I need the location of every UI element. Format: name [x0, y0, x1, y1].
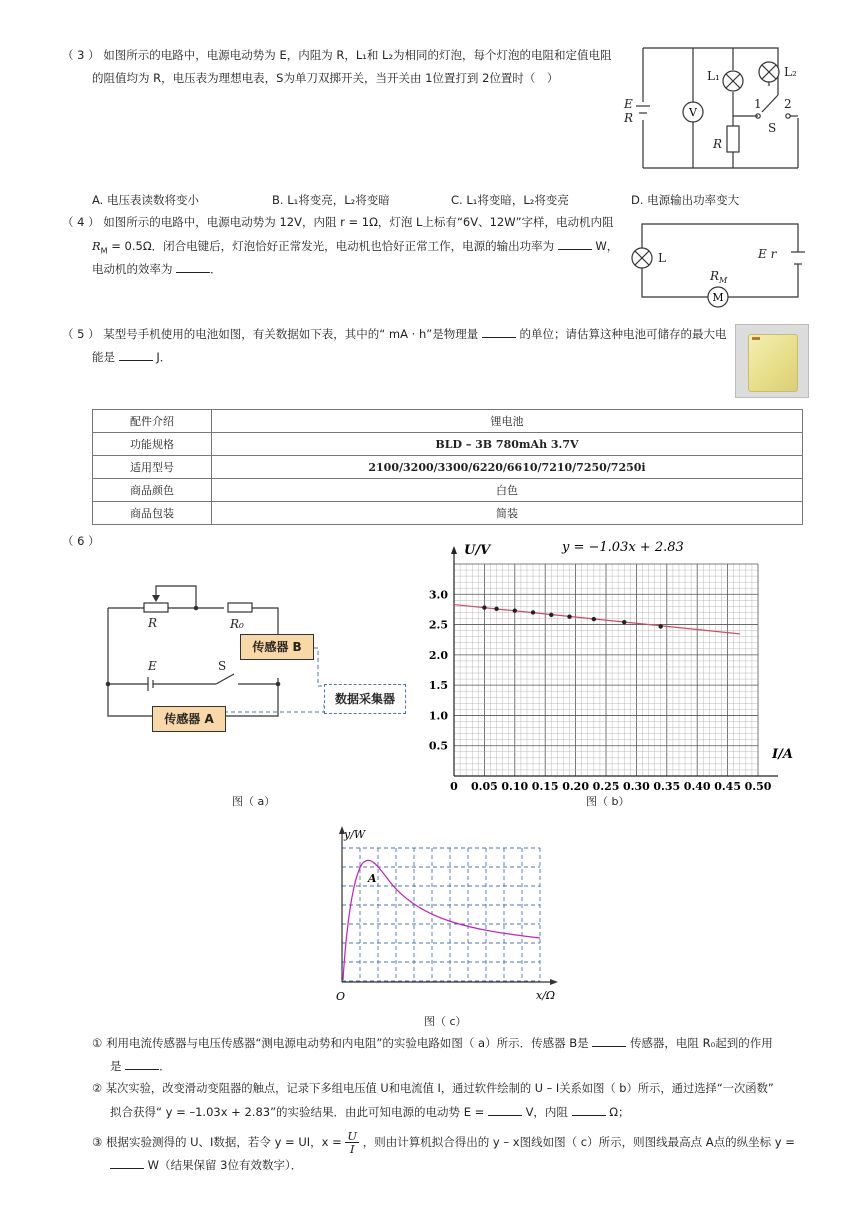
- data-point: [482, 605, 486, 609]
- svg-text:V: V: [689, 106, 697, 119]
- sensor-A-box: 传感器 A: [152, 706, 226, 732]
- fig-a-label-R0: R₀: [230, 617, 244, 631]
- q4-circuit: [630, 218, 810, 308]
- lamp-L1-icon: [723, 71, 743, 91]
- battery-spec-table: [92, 409, 803, 525]
- q3-line2: 的阻值均为 R，电压表为理想电表，S为单刀双掷开关，当开关由 1位置打到 2位置时（ ）: [92, 71, 559, 85]
- table-row: 商品包装 简装: [93, 502, 803, 525]
- lamp-L-icon: [632, 248, 652, 268]
- figure-c-caption: 图（ c）: [424, 1015, 467, 1028]
- data-point: [659, 624, 663, 628]
- origin-label: O: [336, 990, 346, 1003]
- data-collector-box: 数据采集器: [324, 684, 406, 714]
- label-E: E: [624, 97, 633, 111]
- q5-line1: （ 5 ） 某型号手机使用的电池如图，有关数据如下表，其中的“ mA · h”是物理量 的单位；请估算这种电池可储存的最大电: [62, 327, 727, 341]
- x-tick-label: 0.05: [471, 780, 498, 793]
- q5-line2: 能是 J．: [92, 350, 172, 364]
- chart-grid: [342, 848, 540, 982]
- fig-a-label-E: E: [148, 659, 157, 673]
- label-L1: L₁: [707, 69, 720, 83]
- data-point: [622, 620, 626, 624]
- q6-item1-line1: ① 利用电流传感器与电压传感器“测电源电动势和内电阻”的实验电路如图（ a）所示．传感器 B是 传感器，电阻 R₀起到的作用: [92, 1036, 773, 1050]
- figure-a-caption: 图（ a）: [232, 795, 276, 808]
- label-R-int: R: [624, 111, 634, 125]
- table-row: 功能规格 BLD – 3B 780mAh 3.7V: [93, 433, 803, 456]
- motor-icon: [708, 287, 728, 307]
- chart-grid: [454, 564, 758, 776]
- data-point: [567, 614, 571, 618]
- q4-blank-efficiency[interactable]: [176, 262, 210, 273]
- q3-option-b[interactable]: B. L₁将变亮，L₂将变暗: [272, 193, 390, 207]
- battery-photo: [735, 324, 809, 398]
- label-pos2: 2: [784, 97, 792, 111]
- y-tick-label: 1.0: [428, 709, 448, 723]
- q6-blank-sensor-type[interactable]: [592, 1036, 626, 1047]
- q5-blank-quantity[interactable]: [482, 327, 516, 338]
- q6-item2-line2: 拟合获得“ y = –1.03x + 2.83”的实验结果．由此可知电源的电动势 E = V，内阻 Ω；: [110, 1105, 630, 1119]
- q3-line1: （ 3 ） 如图所示的电路中，电源电动势为 E，内阻为 R，L₁和 L₂为相同的灯泡，每个灯泡的电阻和定值电阻: [62, 48, 612, 62]
- q6-item2-line1: ② 某次实验，改变滑动变阻器的触点，记录下多组电压值 U和电流值 I，通过软件绘制的 U – I关系如图（ b）所示，通过选择“一次函数”: [92, 1082, 774, 1095]
- q6-item1-line2: 是 ．: [110, 1059, 171, 1073]
- data-point: [531, 610, 535, 614]
- q6-num: （ 6 ）: [62, 534, 100, 548]
- data-point: [513, 608, 517, 612]
- label-S: S: [768, 121, 777, 135]
- x-tick-label: 0.40: [683, 780, 711, 793]
- figure-b-caption: 图（ b）: [586, 795, 630, 808]
- x-tick-label: 0.30: [623, 780, 650, 793]
- svg-text:M: M: [712, 291, 724, 304]
- q4-line1: （ 4 ） 如图所示的电路中，电源电动势为 12V，内阻 r = 1Ω，灯泡 L上标有“6V、12W”字样，电动机内阻: [62, 215, 614, 229]
- lamp-L2-icon: [759, 62, 779, 82]
- fig-a-label-R: R: [148, 616, 158, 630]
- q5-blank-energy[interactable]: [119, 350, 153, 361]
- x-tick-label: 0.10: [501, 780, 529, 793]
- label-L2: L₂: [784, 65, 797, 79]
- point-A-label: A: [368, 872, 377, 885]
- axis-label-x: I/A: [772, 747, 793, 762]
- axis-label-x: x/Ω: [536, 989, 556, 1002]
- x-tick-label: 0: [450, 780, 458, 793]
- table-row: 商品颜色 白色: [93, 479, 803, 502]
- figure-a-circuit: [96, 578, 416, 758]
- q3-option-c[interactable]: C. L₁将变暗，L₂将变亮: [451, 193, 569, 207]
- x-tick-label: 0.50: [744, 780, 772, 793]
- data-point: [592, 617, 596, 621]
- x-tick-label: 0.20: [562, 780, 589, 793]
- y-tick-label: 0.5: [428, 739, 448, 753]
- q4-blank-power[interactable]: [558, 239, 592, 250]
- voltmeter-icon: [683, 102, 703, 122]
- table-row: 配件介绍 锂电池: [93, 410, 803, 433]
- label-Er: E r: [758, 247, 777, 261]
- label-L: L: [658, 251, 666, 265]
- q3-circuit: [618, 40, 808, 175]
- x-tick-label: 0.35: [653, 780, 681, 793]
- q4-line2: $R_M = 0.5\Omega$．闭合电键后，灯泡恰好正常发光，电动机也恰好正常工作，电源的输出功率为 W，: [92, 239, 619, 256]
- label-pos1: 1: [754, 97, 762, 111]
- data-point: [549, 613, 553, 617]
- q6-item3-line2: W（结果保留 3位有效数字）．: [110, 1157, 302, 1173]
- q6-item3-line1: ③ 根据实验测得的 U、I数据，若令 y = UI，x = $\frac{U}{I}$ ，则由计算机拟合得出的 y – x图线如图（ c）所示，则图线最高点 A点的纵坐标 y =: [92, 1129, 795, 1156]
- x-tick-label: 0.15: [531, 780, 559, 793]
- axis-label-y: y/W: [344, 828, 366, 841]
- q6-blank-r0-role[interactable]: [125, 1059, 159, 1070]
- axis-label-y: U/V: [464, 543, 491, 558]
- fig-a-label-S: S: [218, 659, 227, 673]
- data-point: [494, 607, 498, 611]
- chart-title: y = −1.03x + 2.83: [562, 540, 684, 555]
- figure-b-chart: [418, 536, 810, 794]
- label-RM: $R_M$: [710, 269, 728, 285]
- y-tick-label: 1.5: [428, 679, 448, 693]
- y-tick-label: 3.0: [428, 588, 448, 602]
- q6-blank-peak-y[interactable]: [110, 1158, 144, 1169]
- x-tick-label: 0.45: [714, 780, 741, 793]
- x-tick-label: 0.25: [592, 780, 620, 793]
- q6-blank-internal-resistance[interactable]: [572, 1105, 606, 1116]
- sensor-B-box: 传感器 B: [240, 634, 314, 660]
- figure-c-chart: [330, 822, 566, 1008]
- y-tick-label: 2.5: [428, 618, 448, 632]
- q6-blank-emf[interactable]: [488, 1105, 522, 1116]
- q3-option-d[interactable]: D. 电源输出功率变大: [631, 193, 740, 207]
- label-R: R: [713, 137, 723, 151]
- q4-line3: 电动机的效率为 ．: [92, 262, 222, 276]
- fraction-U-over-I: $\frac{U}{I}$: [347, 1129, 358, 1156]
- q3-option-a[interactable]: A. 电压表读数将变小: [92, 193, 199, 207]
- y-tick-label: 2.0: [428, 648, 448, 662]
- table-row: 适用型号 2100/3200/3300/6220/6610/7210/7250/7250i: [93, 456, 803, 479]
